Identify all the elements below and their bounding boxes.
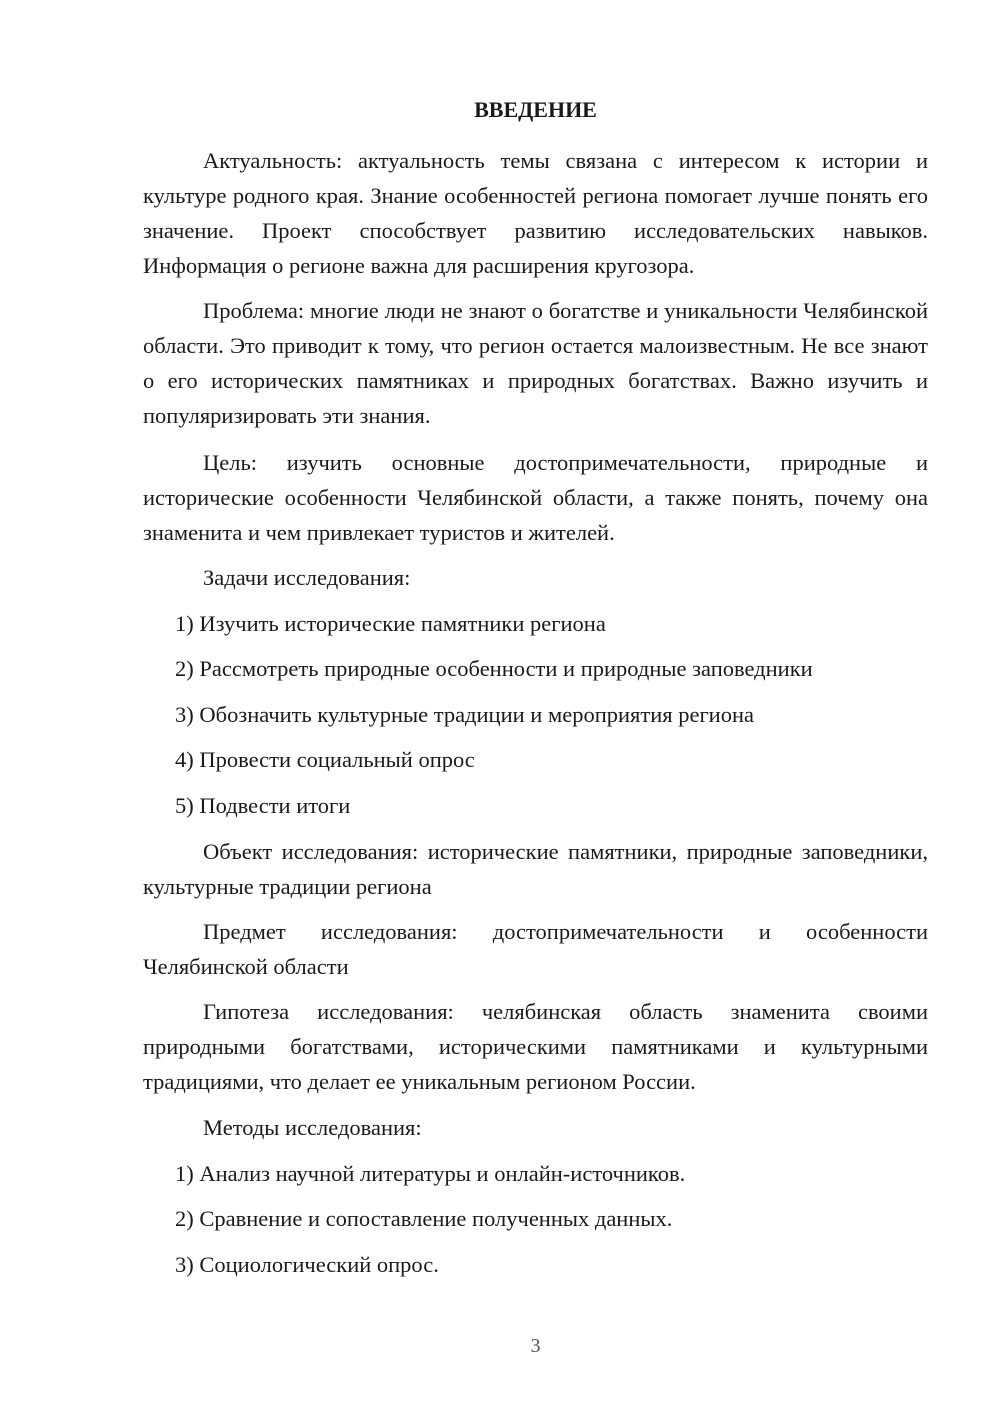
task-item: 5) Подвести итоги (175, 793, 351, 818)
task-item: 4) Провести социальный опрос (175, 747, 475, 772)
page-number: 3 (530, 1335, 541, 1357)
task-item: 2) Рассмотреть природные особенности и природные заповедники (175, 656, 813, 681)
method-item: 3) Социологический опрос. (175, 1252, 439, 1277)
subject-paragraph: Предмет исследования: достопримечательности и особенности Челябинской области (143, 919, 928, 979)
hypothesis-paragraph: Гипотеза исследования: челябинская область знаменита своими природными богатствами, историческими памятниками и культурными традициями, что делает ее уникальным регионом России. (143, 999, 928, 1094)
method-item: 1) Анализ научной литературы и онлайн-источников. (175, 1161, 686, 1186)
object-paragraph: Объект исследования: исторические памятники, природные заповедники, культурные традиции региона (143, 839, 928, 899)
method-item: 2) Сравнение и сопоставление полученных данных. (175, 1206, 673, 1231)
problem-paragraph: Проблема: многие люди не знают о богатстве и уникальности Челябинской области. Это приводит к тому, что регион остается малоизвестным. Не все знают о его исторических памятниках и природных богатствах. Важно изучить и популяризировать эти знания. (143, 298, 928, 428)
goal-paragraph: Цель: изучить основные достопримечательности, природные и исторические особенности Челябинской области, а также понять, почему она знаменита и чем привлекает туристов и жителей. (143, 450, 928, 545)
tasks-heading: Задачи исследования: (203, 565, 411, 590)
page-title: ВВЕДЕНИЕ (474, 97, 597, 122)
relevance-paragraph: Актуальность: актуальность темы связана с интересом к истории и культуре родного края. Знание особенностей региона помогает лучше понять его значение. Проект способствует развитию исследовательских навыков. Информация о регионе важна для расширения кругозора. (143, 148, 928, 278)
task-item: 1) Изучить исторические памятники региона (175, 611, 606, 636)
methods-heading: Методы исследования: (203, 1115, 422, 1140)
task-item: 3) Обозначить культурные традиции и мероприятия региона (175, 702, 755, 727)
